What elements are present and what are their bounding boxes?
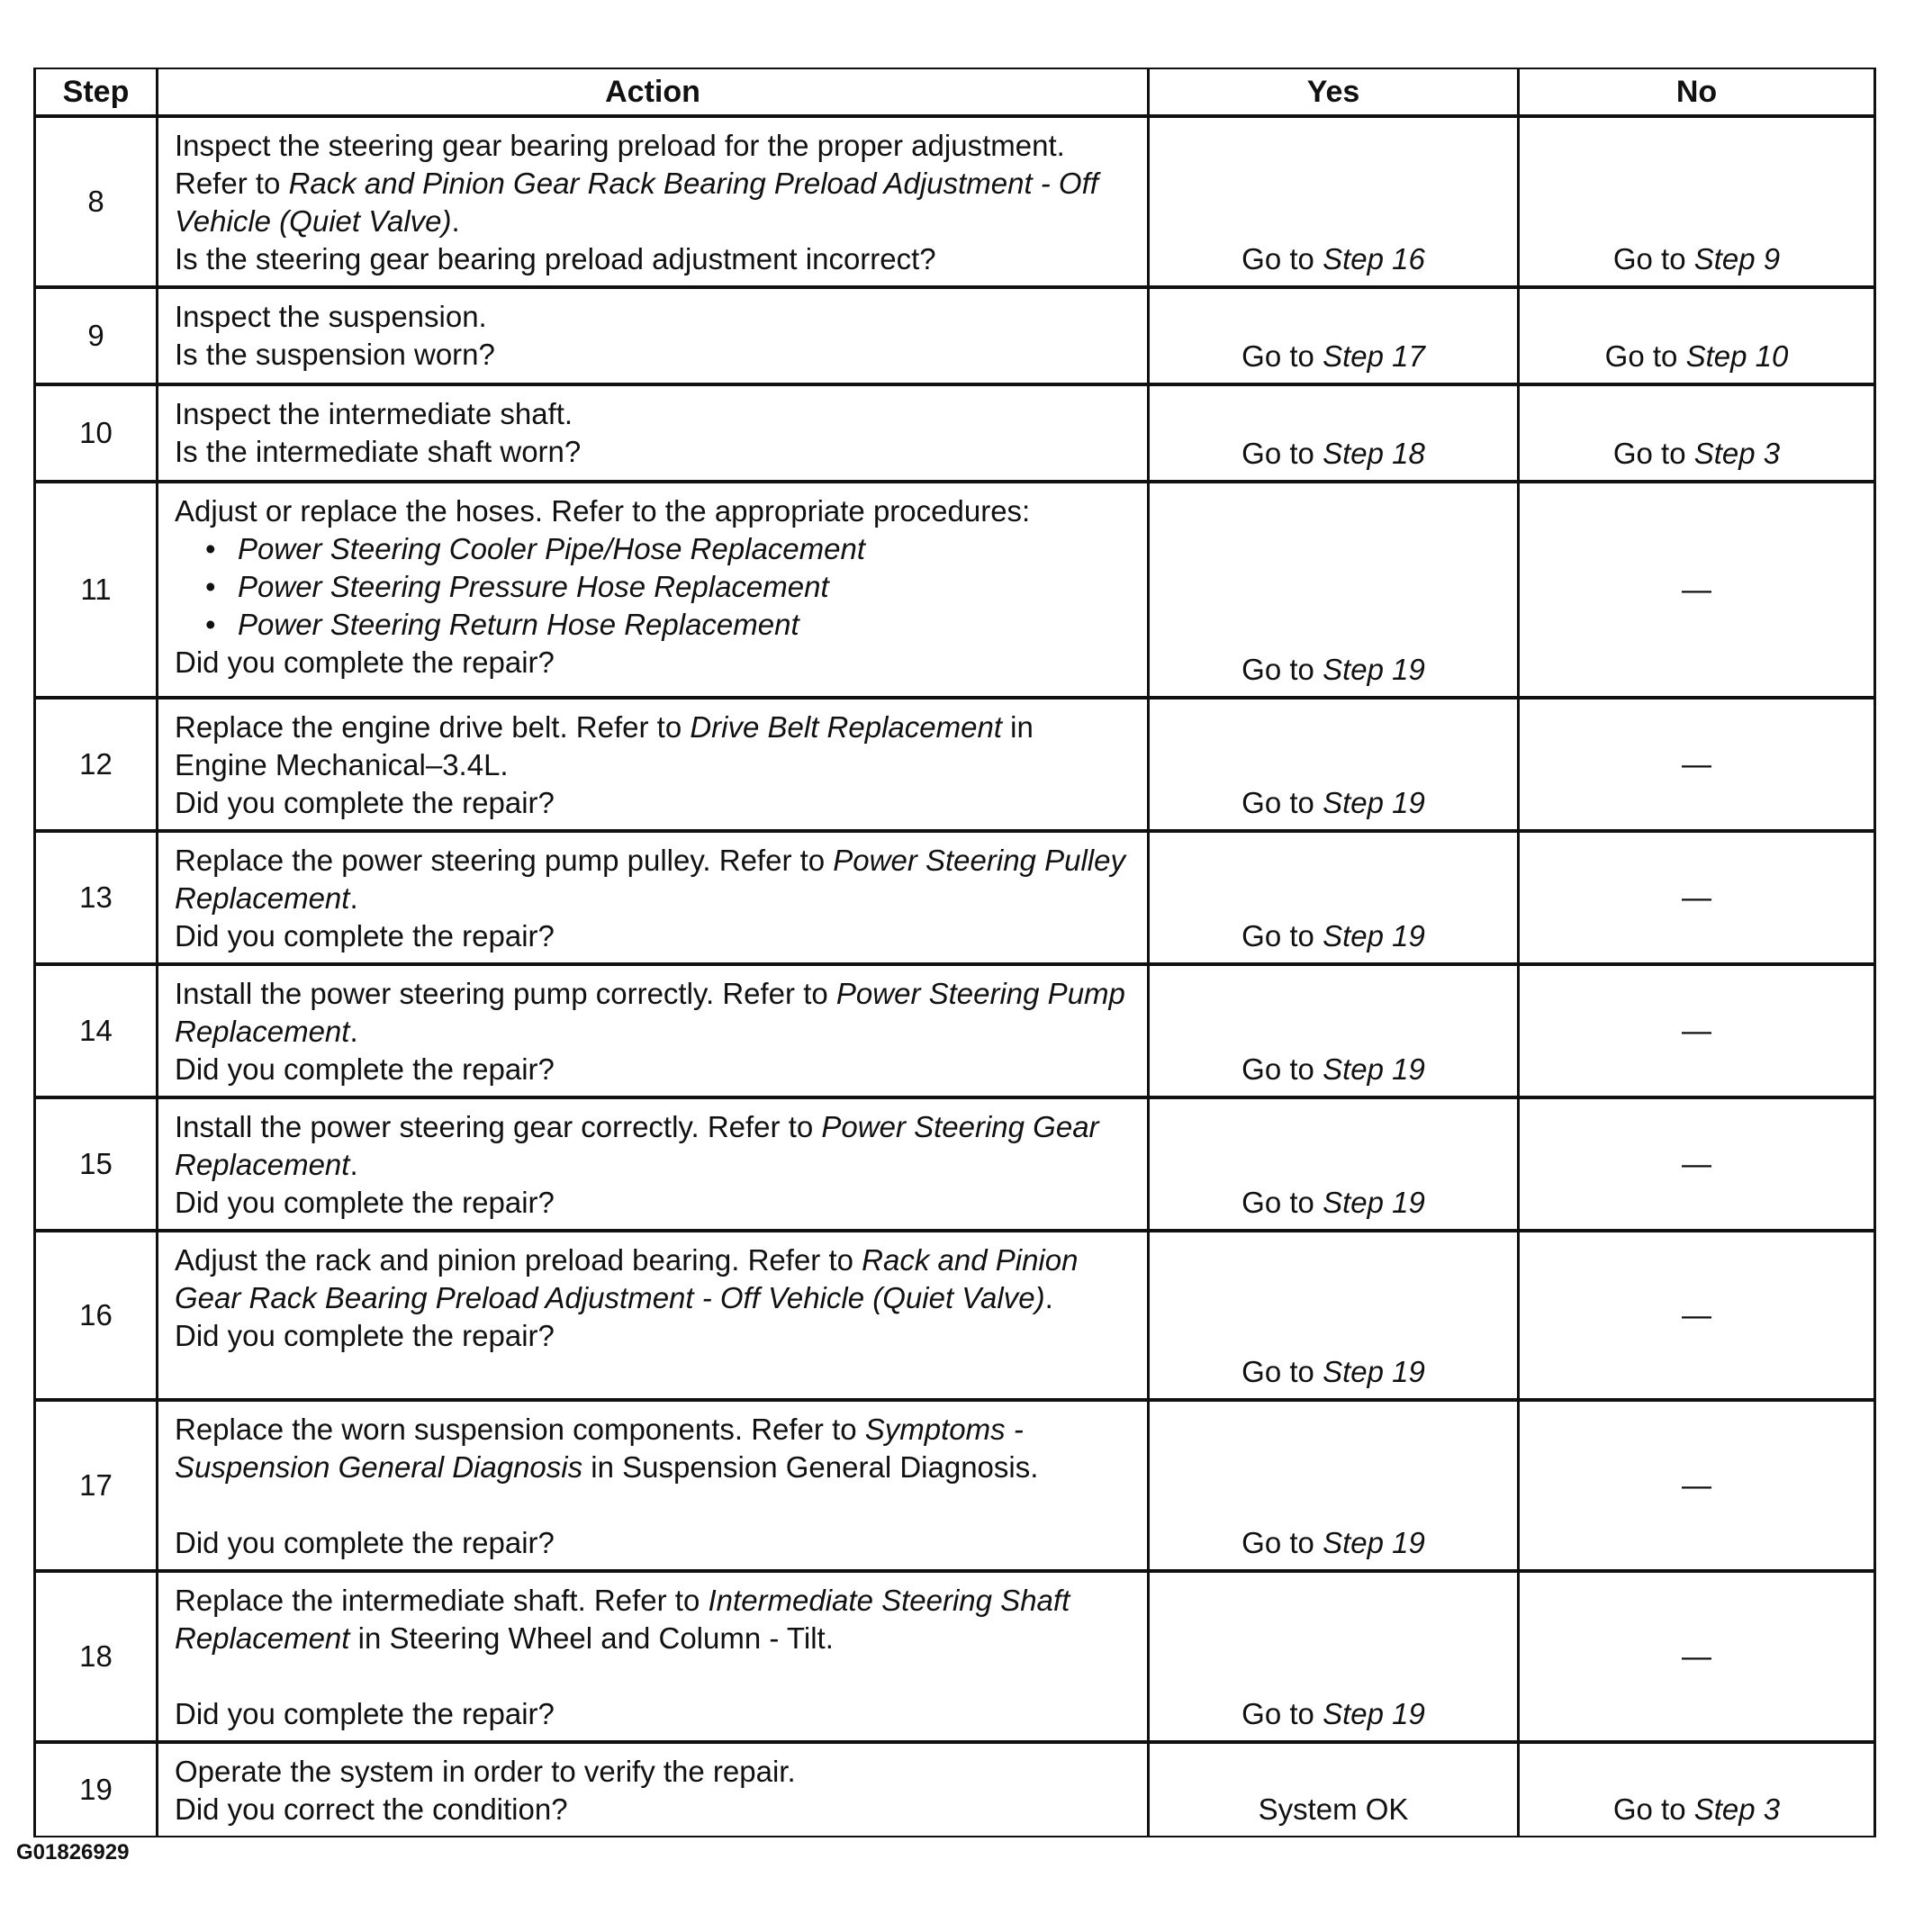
yes-prefix: Go to	[1241, 653, 1323, 686]
table-row	[35, 1571, 1875, 1742]
yes-prefix: Go to	[1241, 1697, 1323, 1730]
table-row	[35, 698, 1875, 831]
step-number: 12	[35, 698, 158, 831]
procedure-reference: Intermediate Steering Shaft Replacement	[175, 1584, 1070, 1655]
yes-cell	[1149, 116, 1519, 287]
action-text: Inspect the steering gear bearing preload for the proper adjustment. Refer to	[175, 129, 1065, 200]
figure-code: G01826929	[16, 1840, 130, 1864]
action-question: Is the suspension worn?	[175, 338, 495, 371]
yes-step-link[interactable]: Step 17	[1323, 339, 1425, 373]
yes-prefix: Go to	[1241, 1052, 1323, 1086]
action-cell	[158, 698, 1149, 831]
no-step-link[interactable]: Step 3	[1693, 437, 1781, 470]
yes-step-link[interactable]: Step 19	[1323, 919, 1425, 952]
table-row	[35, 1097, 1875, 1231]
action-text-end: .	[1044, 1281, 1053, 1314]
spacer	[175, 1657, 1131, 1695]
header-yes: Yes	[1149, 68, 1519, 116]
yes-prefix: Go to	[1241, 339, 1323, 373]
action-instruction: Operate the system in order to verify the repair.	[175, 1755, 796, 1788]
procedure-reference: Rack and Pinion Gear Rack Bearing Preload Adjustment - Off Vehicle (Quiet Valve)	[175, 1243, 1079, 1314]
no-prefix: Go to	[1612, 242, 1694, 275]
yes-prefix: Go to	[1241, 1355, 1323, 1388]
yes-prefix: Go to	[1241, 786, 1323, 819]
table-row	[35, 1742, 1875, 1837]
action-question: Did you complete the repair?	[175, 786, 555, 819]
yes-prefix: Go to	[1241, 437, 1323, 470]
action-cell	[158, 1571, 1149, 1742]
action-cell	[158, 1231, 1149, 1400]
no-prefix: Go to	[1612, 437, 1694, 470]
table-row	[35, 1400, 1875, 1571]
no-cell: —	[1519, 1400, 1875, 1571]
action-question: Did you complete the repair?	[175, 1052, 555, 1086]
header-no: No	[1519, 68, 1875, 116]
yes-step-link[interactable]: Step 19	[1323, 786, 1425, 819]
action-cell	[158, 287, 1149, 384]
table-row	[35, 482, 1875, 698]
procedure-reference: • Power Steering Return Hose Replacement	[205, 606, 1131, 644]
step-number: 14	[35, 964, 158, 1097]
action-question: Did you complete the repair?	[175, 1186, 555, 1219]
step-number: 15	[35, 1097, 158, 1231]
action-instruction	[175, 842, 1131, 917]
action-question: Did you complete the repair?	[175, 646, 555, 679]
no-cell	[1519, 116, 1875, 287]
action-instruction	[175, 1241, 1131, 1317]
action-instruction	[175, 1582, 1131, 1657]
action-text-end: .	[349, 1015, 358, 1048]
procedure-reference: Symptoms - Suspension General Diagnosis	[175, 1413, 1024, 1484]
step-number: 10	[35, 384, 158, 482]
no-cell: —	[1519, 964, 1875, 1097]
action-question: Is the intermediate shaft worn?	[175, 435, 582, 468]
table-row	[35, 831, 1875, 964]
procedure-reference: Drive Belt Replacement	[690, 710, 1002, 744]
action-cell	[158, 384, 1149, 482]
table-row	[35, 964, 1875, 1097]
action-question: Did you complete the repair?	[175, 1526, 555, 1559]
procedure-reference: • Power Steering Pressure Hose Replacement	[205, 568, 1131, 606]
yes-cell	[1149, 698, 1519, 831]
action-question: Did you complete the repair?	[175, 919, 555, 952]
no-cell: —	[1519, 1231, 1875, 1400]
action-text-end: in Steering Wheel and Column - Tilt.	[349, 1621, 834, 1655]
no-cell: —	[1519, 1097, 1875, 1231]
step-number: 13	[35, 831, 158, 964]
yes-cell	[1149, 1231, 1519, 1400]
action-text: Install the power steering gear correctly. Refer to	[175, 1110, 822, 1143]
action-instruction: Inspect the suspension.	[175, 300, 487, 333]
action-instruction	[175, 709, 1131, 784]
yes-prefix: Go to	[1241, 242, 1323, 275]
no-cell: —	[1519, 482, 1875, 698]
yes-cell	[1149, 384, 1519, 482]
yes-prefix: Go to	[1241, 1526, 1323, 1559]
table-row	[35, 384, 1875, 482]
action-instruction	[175, 975, 1131, 1051]
action-text-end: .	[349, 881, 358, 915]
action-text: Adjust the rack and pinion preload bearing. Refer to	[175, 1243, 862, 1277]
action-instruction	[175, 1108, 1131, 1184]
action-text-end: in Engine Mechanical–3.4L.	[175, 710, 1034, 781]
yes-cell	[1149, 1571, 1519, 1742]
step-number: 11	[35, 482, 158, 698]
action-cell	[158, 1400, 1149, 1571]
procedure-reference: Power Steering Pump Replacement	[175, 977, 1125, 1048]
procedure-reference: Power Steering Pulley Replacement	[175, 844, 1125, 915]
action-text: Install the power steering pump correctly. Refer to	[175, 977, 836, 1010]
no-cell: —	[1519, 831, 1875, 964]
yes-prefix: Go to	[1241, 1186, 1323, 1219]
action-cell	[158, 1742, 1149, 1837]
yes-step-link[interactable]: Step 19	[1323, 1186, 1425, 1219]
action-instruction: Adjust or replace the hoses. Refer to the appropriate procedures:	[175, 494, 1031, 528]
no-step-link[interactable]: Step 10	[1685, 339, 1789, 373]
yes-prefix: Go to	[1241, 919, 1323, 952]
action-cell	[158, 1097, 1149, 1231]
procedure-reference: Rack and Pinion Gear Rack Bearing Preload Adjustment - Off Vehicle (Quiet Valve)	[175, 167, 1098, 238]
step-number: 18	[35, 1571, 158, 1742]
yes-cell: System OK	[1149, 1742, 1519, 1837]
yes-cell	[1149, 831, 1519, 964]
table-row	[35, 1231, 1875, 1400]
yes-step-link[interactable]: Step 19	[1323, 1526, 1425, 1559]
step-number: 16	[35, 1231, 158, 1400]
action-cell	[158, 116, 1149, 287]
action-text: Replace the power steering pump pulley. Refer to	[175, 844, 834, 877]
no-cell	[1519, 384, 1875, 482]
action-text: Replace the worn suspension components. Refer to	[175, 1413, 865, 1446]
procedure-reference: • Power Steering Cooler Pipe/Hose Replacement	[205, 530, 1131, 568]
yes-step-link[interactable]: Step 19	[1323, 1697, 1425, 1730]
no-step-link[interactable]: Step 3	[1693, 1792, 1781, 1826]
action-cell	[158, 964, 1149, 1097]
action-cell	[158, 482, 1149, 698]
header-action: Action	[158, 68, 1149, 116]
step-number: 9	[35, 287, 158, 384]
yes-cell	[1149, 1400, 1519, 1571]
no-cell: —	[1519, 1571, 1875, 1742]
action-question: Did you complete the repair?	[175, 1697, 555, 1730]
yes-cell	[1149, 1097, 1519, 1231]
diagnostic-table-container	[33, 68, 1873, 1837]
no-cell	[1519, 1742, 1875, 1837]
action-question: Did you correct the condition?	[175, 1792, 568, 1826]
action-text-end: .	[349, 1148, 358, 1181]
action-text: Replace the engine drive belt. Refer to	[175, 710, 691, 744]
no-prefix: Go to	[1604, 339, 1686, 373]
table-row	[35, 287, 1875, 384]
yes-cell	[1149, 287, 1519, 384]
action-question: Did you complete the repair?	[175, 1319, 555, 1352]
no-cell	[1519, 287, 1875, 384]
no-prefix: Go to	[1612, 1792, 1694, 1826]
yes-step-link[interactable]: Step 19	[1323, 653, 1425, 686]
yes-cell	[1149, 964, 1519, 1097]
action-text-end: .	[451, 204, 460, 238]
action-instruction	[175, 1411, 1131, 1486]
step-number: 8	[35, 116, 158, 287]
yes-step-link[interactable]: Step 19	[1323, 1355, 1425, 1388]
header-step: Step	[35, 68, 158, 116]
diagnostic-steps-table	[33, 68, 1876, 1837]
action-instruction: Inspect the intermediate shaft.	[175, 397, 573, 430]
action-text: Replace the intermediate shaft. Refer to	[175, 1584, 709, 1617]
table-header-row	[35, 68, 1875, 116]
action-cell	[158, 831, 1149, 964]
step-number: 19	[35, 1742, 158, 1837]
no-step-link[interactable]: Step 9	[1693, 242, 1781, 275]
action-instruction	[175, 127, 1131, 240]
no-cell: —	[1519, 698, 1875, 831]
step-number: 17	[35, 1400, 158, 1571]
spacer	[175, 1486, 1131, 1524]
action-text-end: in Suspension General Diagnosis.	[582, 1450, 1039, 1484]
procedure-list	[175, 530, 1131, 644]
yes-step-link[interactable]: Step 19	[1323, 1052, 1425, 1086]
yes-step-link[interactable]: Step 18	[1323, 437, 1425, 470]
action-question: Is the steering gear bearing preload adjustment incorrect?	[175, 242, 936, 275]
procedure-reference: Power Steering Gear Replacement	[175, 1110, 1099, 1181]
yes-cell	[1149, 482, 1519, 698]
table-row	[35, 116, 1875, 287]
yes-step-link[interactable]: Step 16	[1323, 242, 1425, 275]
